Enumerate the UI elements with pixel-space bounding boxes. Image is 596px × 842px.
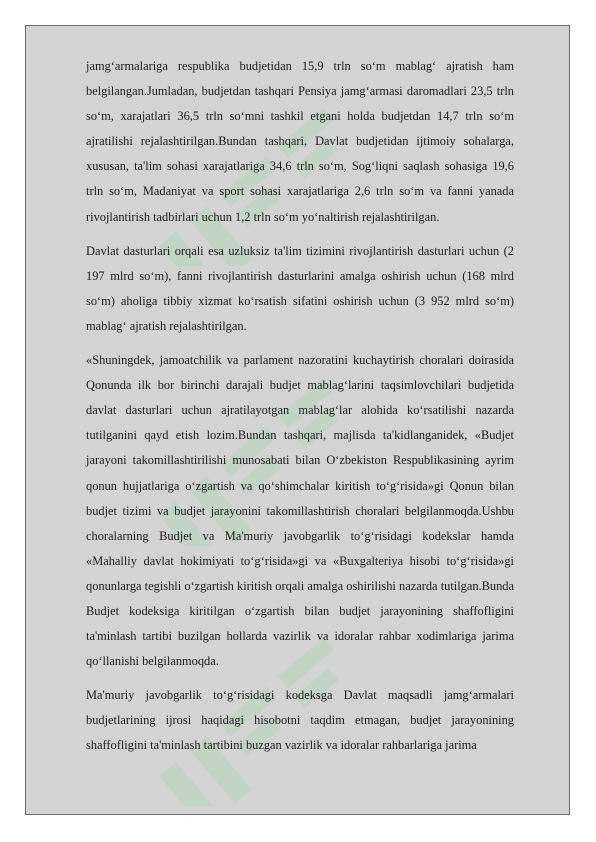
- paragraph-state-programs: Davlat dasturlari orqali esa uzluksiz ta'lim tizimini rivojlantirish dasturlari uchun (2 197 mlrd so‘m), fanni rivojlantirish dasturlarini amalga oshirish uchun (168 mlrd so‘m) aholiga tibbiy xizmat ko‘rsatish sifatini oshirish uchun (3 952 mlrd so‘m) mablag‘ ajratish rejalashtirilgan.: [86, 243, 514, 333]
- paragraph-public-control: «Shuningdek, jamoatchilik va parlament nazoratini kuchaytirish choralari doirasida Qonunda ilk bor birinchi darajali budjet mablag‘larini taqsimlovchilari budjetida davlat dasturlari uchun ajratilayotgan mablag‘lar alohida ko‘rsatilishi nazarda tutilganini qayd etish lozim.Bundan tashqari, majlisda ta'kidlanganidek, «Budjet jarayoni takomillashtirilishi munosabati bilan O‘zbekiston Respublikasining ayrim qonun hujjatlariga o‘zgartish va qo‘shimchalar kiritish to‘g‘risida»gi Qonun bilan budjet tizimi va budjet jarayonini takomillashtirish choralari belgilanmoqda.Ushbu choralarning Budjet va Ma'muriy javobgarlik to‘g‘risidagi kodekslar hamda «Mahalliy davlat hokimiyati to‘g‘risida»gi va «Buxgalteriya hisobi to‘g‘risida»gi qonunlarga tegishli o‘zgartish kiritish orqali amalga oshirilishi nazarda tutilgan.Bunda Budjet kodeksiga kiritilgan o‘zgartish bilan budjet jarayonining shaffofligini ta'minlash tartibi buzilgan hollarda vazirlik va idoralar rahbar xodimlariga jarima qo‘llanishi belgilanmoqda.: [86, 353, 514, 669]
- paragraph-budget-allocations: jamg‘armalariga respublika budjetidan 15,9 trln so‘m mablag‘ ajratish ham belgilangan.Jumladan, budjetdan tashqari Pensiya jamg‘armasi daromadlari 23,5 trln so‘m, xarajatlari 36,5 trln so‘mni tashkil etgani holda budjetdan 14,7 trln so‘m ajratilishi rejalashtirilgan.Bundan tashqari, Davlat budjetidan ijtimoiy sohalarga, xususan, ta'lim sohasi xarajatlariga 34,6 trln so‘m, Sog‘liqni saqlash sohasiga 19,6 trln so‘m, Madaniyat va sport sohasi xarajatlariga 2,6 trln so‘m va fanni yanada rivojlantirish tadbirlari uchun 1,2 trln so‘m yo‘naltirish rejalashtirilgan.: [86, 59, 514, 224]
- document-body: [86, 54, 514, 768]
- paragraph-administrative-code: Ma'muriy javobgarlik to‘g‘risidagi kodeksga Davlat maqsadli jamg‘armalari budjetlarining ijrosi haqidagi hisobotni taqdim etmagan, budjet jarayonining shaffofligini ta'minlash tartibini buzgan vazirlik va idoralar rahbarlariga jarima: [86, 688, 514, 753]
- page-frame: [25, 25, 570, 815]
